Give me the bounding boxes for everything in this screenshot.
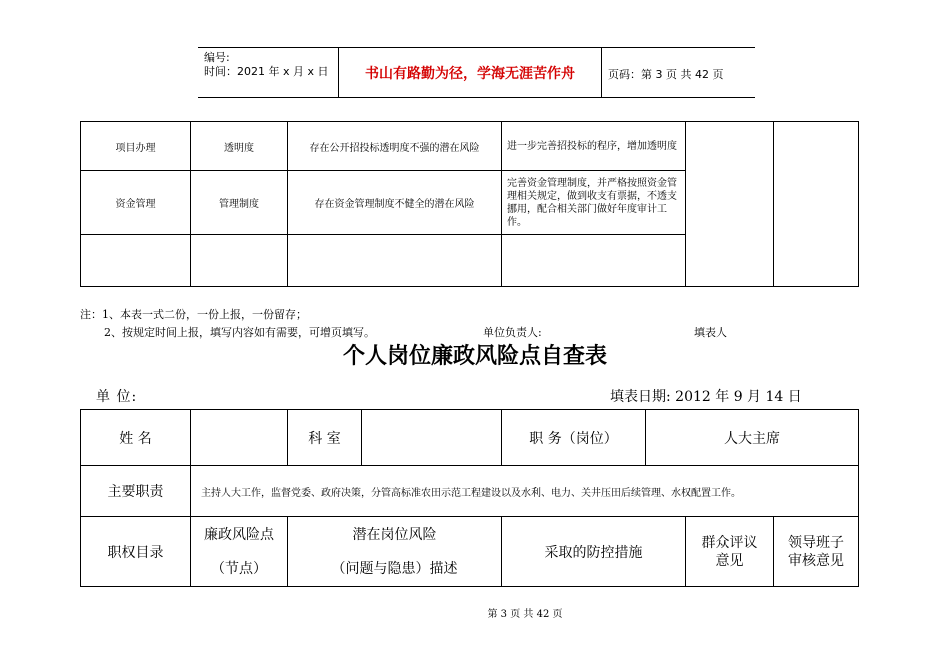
cell-leader-opinion [774,122,859,287]
section-label: 科 室 [288,410,362,466]
col-header-potential-risk [288,517,502,587]
header-divider [601,48,602,97]
time-label: 时间：2021 年 x 月 x 日 [204,65,329,78]
name-label: 姓 名 [81,410,191,466]
code-label: 编号: [204,51,230,64]
cell-aspect: 透明度 [191,122,288,171]
table-row [81,410,859,466]
cell-empty [81,235,191,287]
note-line-2: 2、按规定时间上报，填写内容如有需要，可增页填写。 [104,326,375,339]
cell-risk: 存在公开招投标透明度不强的潜在风险 [288,122,502,171]
name-value[interactable] [191,410,288,466]
risk-table-continuation [80,121,859,287]
cell-empty [502,235,686,287]
cell-aspect: 管理制度 [191,171,288,235]
cell-empty [288,235,502,287]
col-header-risk-point-line1: 廉政风险点 [204,526,274,543]
cell-item: 项目办理 [81,122,191,171]
section-value[interactable] [362,410,502,466]
col-header-risk-point-line2: （节点） [211,560,267,577]
duty-value[interactable]: 主持人大工作，监督党委、政府决策，分管高标准农田示范工程建设以及水利、电力、关井压田后续管理、水权配置工作。 [191,466,859,517]
self-check-form-table [80,409,859,587]
position-value[interactable]: 人大主席 [646,410,859,466]
filler-label: 填表人 [694,326,727,339]
unit-head-label: 单位负责人: [483,326,542,339]
fill-date: 填表日期: 2012 年 9 月 14 日 [610,389,802,405]
table-row [81,466,859,517]
col-header-public-line2: 意见 [715,552,744,569]
cell-public-opinion [686,122,774,287]
cell-measure: 进一步完善招投标的程序，增加透明度 [502,122,686,171]
page-footer: 第 3 页 共 42 页 [487,609,563,620]
col-header-public-line1: 群众评议 [701,534,758,551]
col-header-leader-line2: 审核意见 [788,552,844,569]
col-header-potential-line1: 潜在岗位风险 [352,526,437,543]
note-line-1: 注：1、本表一式二份，一份上报，一份留存； [80,308,307,321]
form-title: 个人岗位廉政风险点自查表 [342,343,607,369]
col-header-public-opinion [686,517,774,587]
document-header [198,47,755,98]
col-header-risk-point [191,517,288,587]
cell-measure: 完善资金管理制度，并严格按照资金管理相关规定，做到收支有票据，不透支挪用，配合相关部门做好年度审计工作。 [502,171,686,235]
duty-label: 主要职责 [81,466,191,517]
col-header-potential-line2: （问题与隐患）描述 [331,560,458,577]
unit-label: 单 位: [96,389,138,405]
table-row [81,517,859,587]
col-header-catalog: 职权目录 [81,517,191,587]
col-header-leader-opinion [774,517,859,587]
position-label: 职 务（岗位） [502,410,646,466]
col-header-measures: 采取的防控措施 [502,517,686,587]
header-meta [204,51,329,79]
header-motto: 书山有路勤为径，学海无涯苦作舟 [365,65,575,82]
cell-empty [191,235,288,287]
table-row [81,122,859,171]
cell-risk: 存在资金管理制度不健全的潜在风险 [288,171,502,235]
cell-item: 资金管理 [81,171,191,235]
col-header-leader-line1: 领导班子 [788,534,844,551]
header-page-info: 页码：第 3 页 共 42 页 [608,68,724,81]
